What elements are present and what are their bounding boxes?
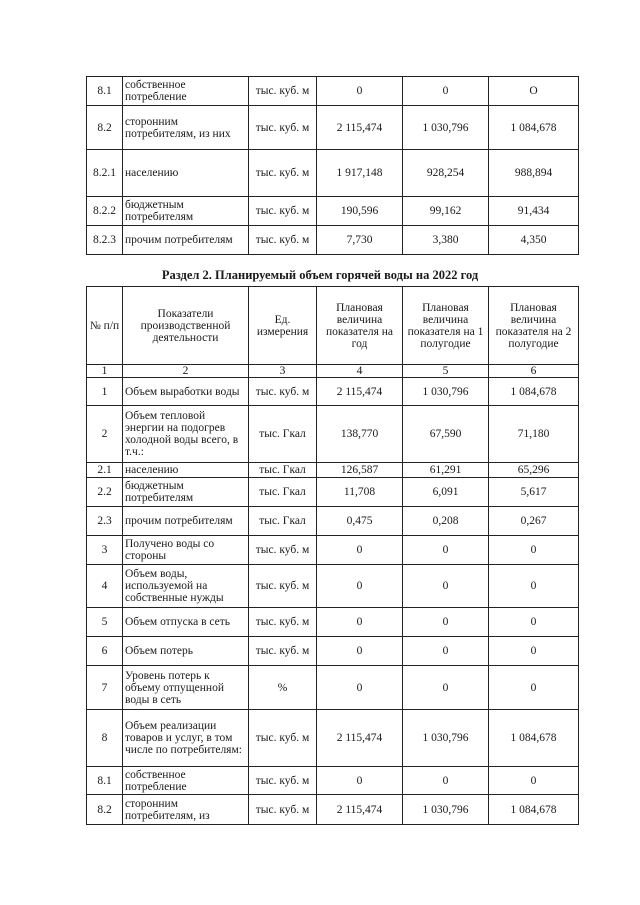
unit-cell: тыс. куб. м xyxy=(249,150,317,197)
value-year: 0 xyxy=(317,565,403,608)
col-number: 4 xyxy=(317,365,403,378)
value-half1: 1 030,796 xyxy=(403,795,489,825)
value-half1: 0 xyxy=(403,565,489,608)
indicator-name: сторонним потребителям, из них xyxy=(123,106,249,150)
value-half1: 0,208 xyxy=(403,507,489,536)
value-half1: 1 030,796 xyxy=(403,106,489,150)
col-number: 3 xyxy=(249,365,317,378)
unit-cell: тыс. Гкал xyxy=(249,478,317,507)
row-number: 2.3 xyxy=(87,507,123,536)
value-year: 190,596 xyxy=(317,197,403,226)
row-number: 8.1 xyxy=(87,767,123,795)
column-number-row xyxy=(87,365,579,378)
value-year: 0,475 xyxy=(317,507,403,536)
header-num: № п/п xyxy=(87,287,123,365)
value-half2: 91,434 xyxy=(489,197,579,226)
value-half2: 0 xyxy=(489,608,579,637)
col-number: 1 xyxy=(87,365,123,378)
value-year: 1 917,148 xyxy=(317,150,403,197)
unit-cell: тыс. куб. м xyxy=(249,378,317,406)
row-number: 6 xyxy=(87,637,123,666)
indicator-name: бюджетным потребителям xyxy=(123,197,249,226)
value-year: 2 115,474 xyxy=(317,710,403,767)
unit-cell: тыс. куб. м xyxy=(249,767,317,795)
value-year: 0 xyxy=(317,536,403,565)
table-row xyxy=(87,608,579,637)
table-row xyxy=(87,637,579,666)
indicator-name: Объем отпуска в сеть xyxy=(123,608,249,637)
indicator-name: собственное потребление xyxy=(123,767,249,795)
unit-cell: тыс. куб. м xyxy=(249,197,317,226)
value-half2: 988,894 xyxy=(489,150,579,197)
indicator-name: Объем потерь xyxy=(123,637,249,666)
value-year: 0 xyxy=(317,767,403,795)
value-year: 138,770 xyxy=(317,406,403,463)
value-half1: 1 030,796 xyxy=(403,378,489,406)
indicator-name: Объем тепловой энергии на подогрев холодной воды всего, в т.ч.: xyxy=(123,406,249,463)
row-number: 8 xyxy=(87,710,123,767)
value-half2: 0 xyxy=(489,637,579,666)
table-row xyxy=(87,565,579,608)
unit-cell: тыс. куб. м xyxy=(249,565,317,608)
header-half2: Плановая величина показателя на 2 полугодие xyxy=(489,287,579,365)
unit-cell: тыс. куб. м xyxy=(249,710,317,767)
value-half2: 1 084,678 xyxy=(489,710,579,767)
value-half1: 0 xyxy=(403,536,489,565)
row-number: 5 xyxy=(87,608,123,637)
unit-cell: тыс. куб. м xyxy=(249,536,317,565)
value-year: 0 xyxy=(317,637,403,666)
indicator-name: сторонним потребителям, из xyxy=(123,795,249,825)
row-number: 8.1 xyxy=(87,77,123,106)
value-year: 7,730 xyxy=(317,226,403,255)
value-year: 2 115,474 xyxy=(317,795,403,825)
value-half1: 61,291 xyxy=(403,463,489,478)
value-year: 2 115,474 xyxy=(317,106,403,150)
header-half1: Плановая величина показателя на 1 полугодие xyxy=(403,287,489,365)
table-row xyxy=(87,536,579,565)
unit-cell: тыс. куб. м xyxy=(249,608,317,637)
value-half2: 71,180 xyxy=(489,406,579,463)
col-number: 2 xyxy=(123,365,249,378)
row-number: 1 xyxy=(87,378,123,406)
header-year: Плановая величина показателя на год xyxy=(317,287,403,365)
table-row xyxy=(87,77,579,106)
value-half2: 1 084,678 xyxy=(489,795,579,825)
unit-cell: тыс. куб. м xyxy=(249,637,317,666)
table-row xyxy=(87,226,579,255)
value-half1: 0 xyxy=(403,608,489,637)
value-half2: О xyxy=(489,77,579,106)
header-unit: Ед. измерения xyxy=(249,287,317,365)
main-table-body xyxy=(87,378,579,825)
row-number: 8.2.1 xyxy=(87,150,123,197)
top-table-body xyxy=(87,77,579,255)
unit-cell: тыс. Гкал xyxy=(249,463,317,478)
table-row xyxy=(87,795,579,825)
indicator-name: населению xyxy=(123,150,249,197)
value-half1: 0 xyxy=(403,77,489,106)
value-half1: 0 xyxy=(403,767,489,795)
value-half1: 1 030,796 xyxy=(403,710,489,767)
indicator-name: прочим потребителям xyxy=(123,507,249,536)
table-row xyxy=(87,378,579,406)
value-half2: 0,267 xyxy=(489,507,579,536)
indicator-name: собственное потребление xyxy=(123,77,249,106)
indicator-name: Объем выработки воды xyxy=(123,378,249,406)
table-row xyxy=(87,106,579,150)
unit-cell: тыс. куб. м xyxy=(249,226,317,255)
row-number: 4 xyxy=(87,565,123,608)
row-number: 8.2.3 xyxy=(87,226,123,255)
unit-cell: тыс. куб. м xyxy=(249,106,317,150)
indicator-name: бюджетным потребителям xyxy=(123,478,249,507)
header-row xyxy=(87,287,579,365)
value-half2: 0 xyxy=(489,536,579,565)
main-table xyxy=(86,286,579,825)
table-row xyxy=(87,406,579,463)
value-half2: 65,296 xyxy=(489,463,579,478)
unit-cell: тыс. куб. м xyxy=(249,795,317,825)
value-half2: 4,350 xyxy=(489,226,579,255)
unit-cell: % xyxy=(249,666,317,710)
table-row xyxy=(87,666,579,710)
table-row xyxy=(87,478,579,507)
row-number: 8.2.2 xyxy=(87,197,123,226)
value-half2: 5,617 xyxy=(489,478,579,507)
value-year: 0 xyxy=(317,77,403,106)
value-half2: 1 084,678 xyxy=(489,378,579,406)
value-half2: 0 xyxy=(489,666,579,710)
indicator-name: населению xyxy=(123,463,249,478)
header-name: Показатели производственной деятельности xyxy=(123,287,249,365)
unit-cell: тыс. куб. м xyxy=(249,77,317,106)
value-half1: 0 xyxy=(403,666,489,710)
table-row xyxy=(87,463,579,478)
value-half1: 3,380 xyxy=(403,226,489,255)
value-year: 11,708 xyxy=(317,478,403,507)
unit-cell: тыс. Гкал xyxy=(249,406,317,463)
row-number: 2.2 xyxy=(87,478,123,507)
value-half2: 0 xyxy=(489,565,579,608)
table-row xyxy=(87,767,579,795)
value-year: 2 115,474 xyxy=(317,378,403,406)
row-number: 8.2 xyxy=(87,795,123,825)
table-row xyxy=(87,197,579,226)
value-half1: 0 xyxy=(403,637,489,666)
indicator-name: Объем реализации товаров и услуг, в том числе по потребителям: xyxy=(123,710,249,767)
table-row xyxy=(87,150,579,197)
value-half2: 0 xyxy=(489,767,579,795)
main-table-header xyxy=(87,287,579,378)
top-table xyxy=(86,76,579,255)
col-number: 5 xyxy=(403,365,489,378)
row-number: 2 xyxy=(87,406,123,463)
row-number: 7 xyxy=(87,666,123,710)
value-year: 126,587 xyxy=(317,463,403,478)
indicator-name: Получено воды со стороны xyxy=(123,536,249,565)
row-number: 3 xyxy=(87,536,123,565)
unit-cell: тыс. Гкал xyxy=(249,507,317,536)
col-number: 6 xyxy=(489,365,579,378)
row-number: 2.1 xyxy=(87,463,123,478)
value-half1: 6,091 xyxy=(403,478,489,507)
value-half1: 99,162 xyxy=(403,197,489,226)
indicator-name: Уровень потерь к объему отпущенной воды в сеть xyxy=(123,666,249,710)
indicator-name: Объем воды, используемой на собственные нужды xyxy=(123,565,249,608)
indicator-name: прочим потребителям xyxy=(123,226,249,255)
value-half2: 1 084,678 xyxy=(489,106,579,150)
table-row xyxy=(87,507,579,536)
value-half1: 928,254 xyxy=(403,150,489,197)
table-row xyxy=(87,710,579,767)
value-year: 0 xyxy=(317,608,403,637)
section-title: Раздел 2. Планируемый объем горячей воды на 2022 год xyxy=(161,268,479,282)
value-year: 0 xyxy=(317,666,403,710)
row-number: 8.2 xyxy=(87,106,123,150)
value-half1: 67,590 xyxy=(403,406,489,463)
